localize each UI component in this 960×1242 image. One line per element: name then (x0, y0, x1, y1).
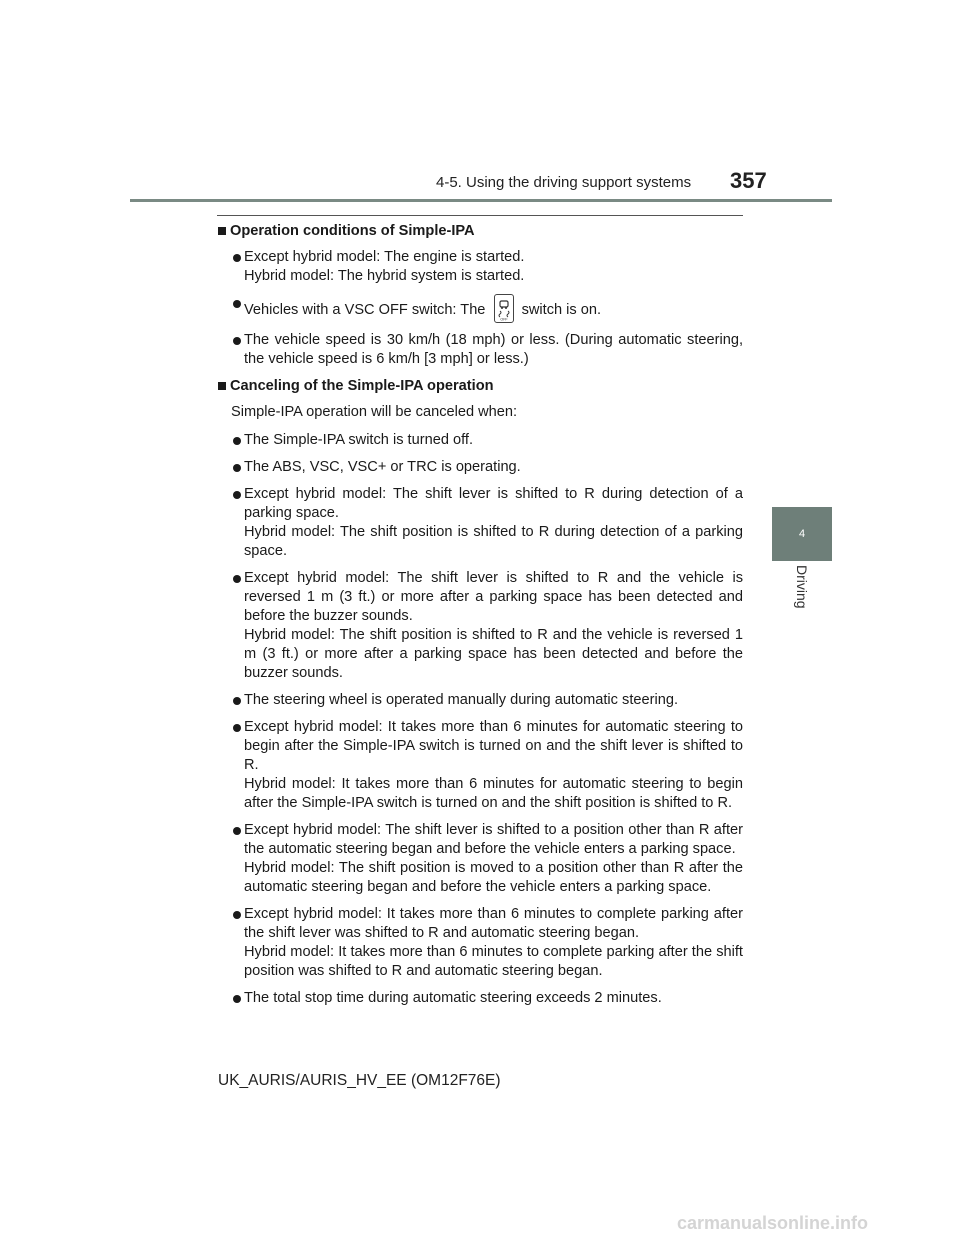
item-text: Hybrid model: It takes more than 6 minutes to complete parking after the shift position was shifted to R and automatic steering began. (244, 944, 743, 979)
round-bullet-icon (233, 254, 241, 262)
item-text: Hybrid model: The shift position is shifted to R and the vehicle is reversed 1 m (3 ft.) or more after a parking space has been detected and before the buzzer sounds. (244, 627, 743, 681)
list-item (217, 718, 743, 813)
section-intro: Simple-IPA operation will be canceled when: (231, 404, 518, 420)
item-text: Hybrid model: It takes more than 6 minutes for automatic steering to begin after the Simple-IPA switch is turned on and the shift position is shifted to R. (244, 776, 743, 811)
chapter-tab-number: 4 (772, 507, 832, 561)
list-item (217, 485, 743, 561)
item-text: Hybrid model: The hybrid system is started. (244, 268, 525, 284)
page-content (217, 222, 743, 1016)
watermark[interactable]: carmanualsonline.info (677, 1213, 869, 1233)
list-item (217, 294, 743, 323)
round-bullet-icon (233, 724, 241, 732)
chapter-tab-label-box (772, 561, 832, 621)
list-item (217, 989, 743, 1008)
list-item (217, 691, 743, 710)
item-text: The total stop time during automatic steering exceeds 2 minutes. (244, 990, 662, 1006)
item-text: Except hybrid model: It takes more than 6 minutes to complete parking after the shift lever was shifted to R and automatic steering began. (244, 906, 743, 941)
item-text: Except hybrid model: The shift lever is shifted to a position other than R after the automatic steering began and before the vehicle enters a parking space. (244, 822, 743, 857)
item-text: The vehicle speed is 30 km/h (18 mph) or less. (During automatic steering, the vehicle speed is 6 km/h [3 mph] or less.) (244, 332, 743, 367)
item-text: Hybrid model: The shift position is moved to a position other than R after the automatic steering began and before the vehicle enters a parking space. (244, 860, 743, 895)
round-bullet-icon (233, 491, 241, 499)
round-bullet-icon (233, 464, 241, 472)
round-bullet-icon (233, 995, 241, 1003)
chapter-tab-label: Driving (794, 565, 810, 609)
header-section-title: 4-5. Using the driving support systems (436, 174, 692, 191)
list-item (217, 248, 743, 286)
vsc-off-car-skid-icon (494, 294, 514, 323)
item-text: Except hybrid model: The shift lever is shifted to R during detection of a parking space. (244, 486, 743, 521)
item-text: Vehicles with a VSC OFF switch: The OFF switch is on. (244, 294, 743, 323)
list-item (217, 905, 743, 981)
list-item (217, 431, 743, 450)
footer-model-code: UK_AURIS/AURIS_HV_EE (OM12F76E) (218, 1072, 501, 1089)
round-bullet-icon (233, 911, 241, 919)
round-bullet-icon (233, 437, 241, 445)
item-text: Except hybrid model: The shift lever is shifted to R and the vehicle is reversed 1 m (3 ft.) or more after a parking space has been detected and before the buzzer sounds. (244, 570, 743, 624)
list-item (217, 331, 743, 369)
list-item (217, 569, 743, 683)
round-bullet-icon (233, 827, 241, 835)
square-bullet-icon (218, 382, 226, 390)
list-item (217, 821, 743, 897)
item-text: The ABS, VSC, VSC+ or TRC is operating. (244, 459, 521, 475)
round-bullet-icon (233, 300, 241, 308)
square-bullet-icon (218, 227, 226, 235)
item-text: Except hybrid model: It takes more than 6 minutes for automatic steering to begin after the Simple-IPA switch is turned on and the shift lever is shifted to R. (244, 719, 743, 773)
content-divider (217, 215, 743, 216)
section-heading: Operation conditions of Simple-IPA (217, 222, 743, 241)
round-bullet-icon (233, 697, 241, 705)
list-item (217, 458, 743, 477)
svg-text:OFF: OFF (499, 317, 508, 322)
item-text: The Simple-IPA switch is turned off. (244, 432, 474, 448)
round-bullet-icon (233, 337, 241, 345)
header-divider (130, 199, 832, 202)
item-text: Hybrid model: The shift position is shifted to R during detection of a parking space. (244, 524, 743, 559)
item-text: The steering wheel is operated manually during automatic steering. (244, 692, 679, 708)
round-bullet-icon (233, 575, 241, 583)
item-text: Except hybrid model: The engine is started. (244, 249, 525, 265)
section-heading: Canceling of the Simple-IPA operation (217, 377, 743, 396)
page-number: 357 (730, 168, 767, 193)
